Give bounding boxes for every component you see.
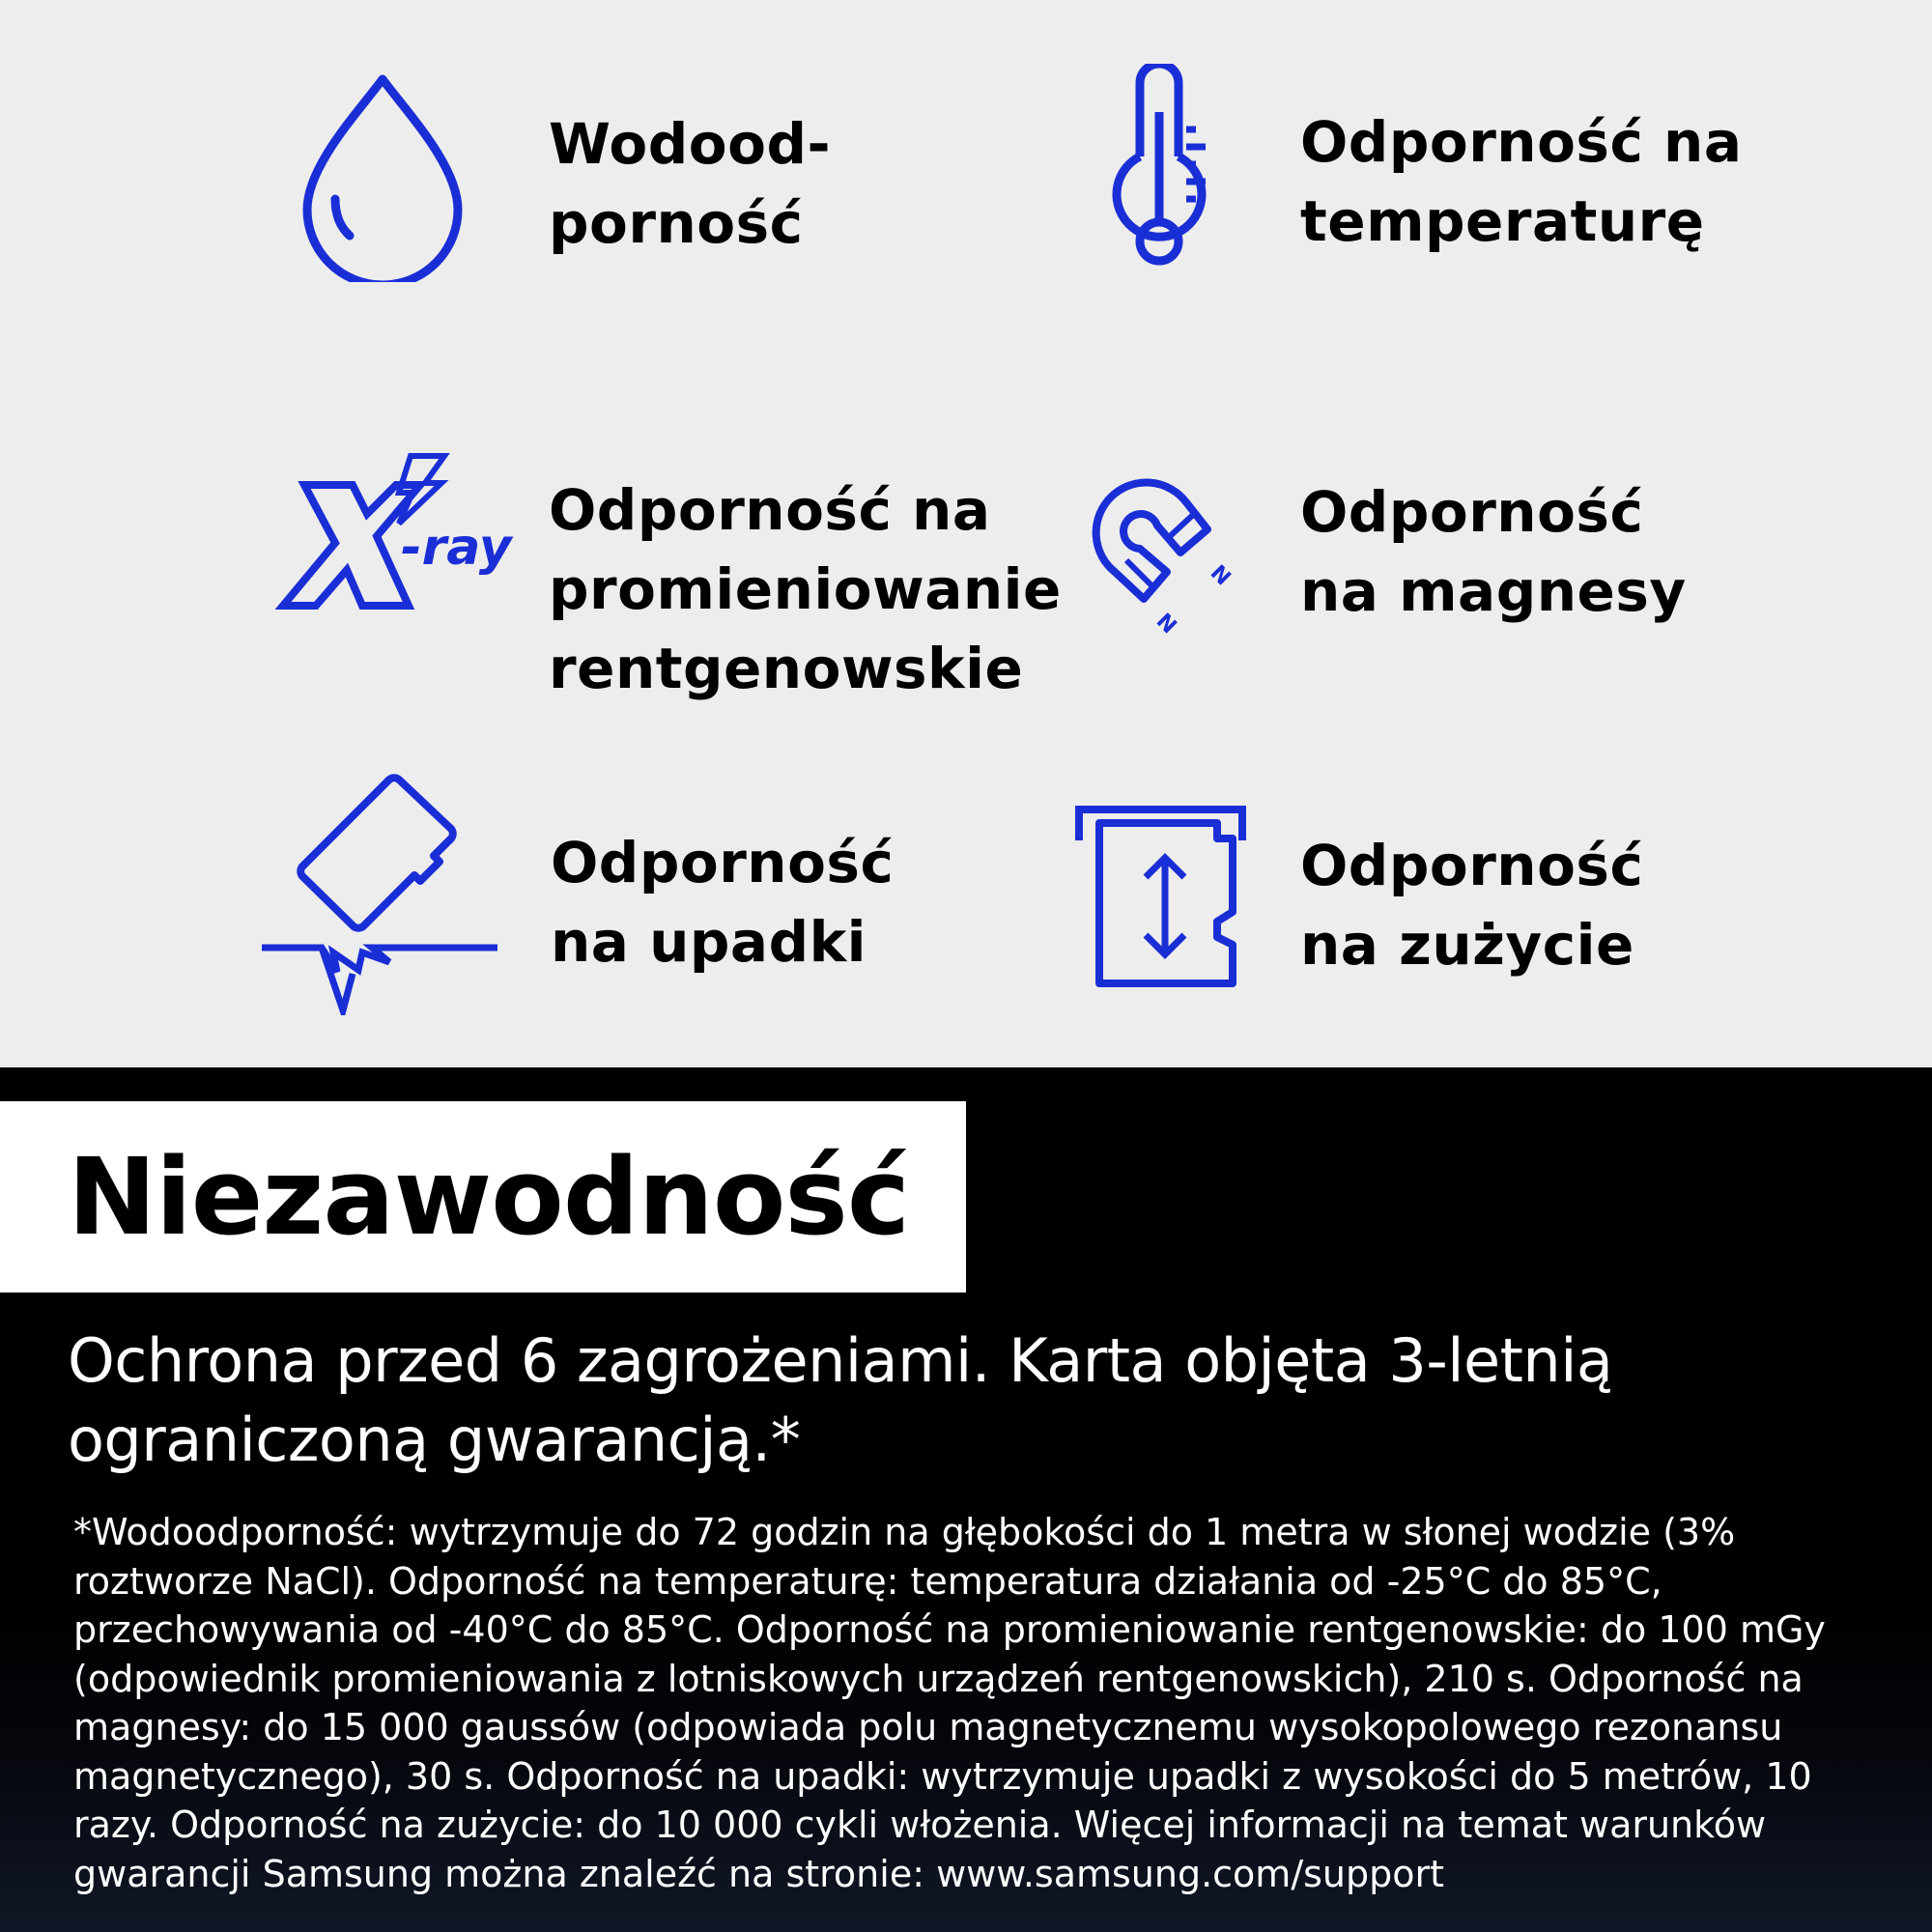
feature-line: temperaturę bbox=[1300, 188, 1705, 254]
footnote-line: (odpowiednik promieniowania z lotniskowych urządzeń rentgenowskich), 210 s. Odporność na bbox=[73, 1657, 1804, 1700]
card-insert-icon bbox=[1072, 800, 1251, 993]
footnote-line: magnesy: do 15 000 gaussów (odpowiada polu magnetycznemu wysokopolowego rezonansu bbox=[73, 1706, 1783, 1748]
feature-line: na magnesy bbox=[1300, 558, 1687, 624]
thermometer-icon bbox=[1092, 64, 1217, 286]
feature-line: Odporność na bbox=[549, 477, 991, 543]
footnote bbox=[73, 1508, 1889, 1898]
feature-line: Odporność bbox=[551, 830, 895, 895]
page-title: Niezawodność bbox=[68, 1135, 910, 1259]
feature-label-drop bbox=[551, 823, 894, 981]
feature-label-xray bbox=[549, 470, 1062, 708]
magnet-icon bbox=[1053, 446, 1246, 649]
feature-line: Odporność bbox=[1300, 479, 1644, 545]
feature-label-wear bbox=[1300, 826, 1643, 984]
subtitle-line: ograniczoną gwarancją.* bbox=[68, 1405, 801, 1475]
feature-line: Odporność bbox=[1300, 833, 1644, 898]
feature-line: Wodood- bbox=[549, 111, 832, 177]
footnote-line: *Wodoodporność: wytrzymuje do 72 godzin na głębokości do 1 metra w słonej wodzie (3% bbox=[73, 1511, 1736, 1553]
feature-line: rentgenowskie bbox=[549, 636, 1024, 701]
magnet-pole-label: N bbox=[1151, 609, 1181, 639]
footnote-line: gwarancji Samsung można znaleźć na stronie: www.samsung.com/support bbox=[73, 1852, 1445, 1895]
feature-label-magnet bbox=[1300, 472, 1687, 631]
feature-line: Odporność na bbox=[1300, 109, 1743, 175]
xray-icon-text: -ray bbox=[401, 519, 512, 577]
subtitle bbox=[68, 1321, 1884, 1480]
feature-label-water bbox=[549, 104, 831, 263]
feature-line: porność bbox=[549, 190, 804, 256]
water-drop-icon bbox=[290, 70, 483, 282]
footnote-line: przechowywania od -40°C do 85°C. Odporność na promieniowanie rentgenowskie: do 100 mGy bbox=[73, 1608, 1826, 1651]
feature-label-temperature bbox=[1300, 102, 1742, 261]
feature-line: na upadki bbox=[551, 909, 867, 975]
xray-icon bbox=[275, 446, 526, 615]
footnote-line: magnetycznego), 30 s. Odporność na upadki: wytrzymuje upadki z wysokości do 5 metrów, 10 bbox=[73, 1754, 1812, 1798]
feature-line: promieniowanie bbox=[549, 556, 1062, 622]
feature-line: na zużycie bbox=[1300, 912, 1634, 978]
card-drop-icon bbox=[256, 769, 502, 1015]
subtitle-line: Ochrona przed 6 zagrożeniami. Karta objęta 3-letnią bbox=[68, 1325, 1613, 1396]
footnote-line: razy. Odporność na zużycie: do 10 000 cykli włożenia. Więcej informacji na temat warunków bbox=[73, 1804, 1767, 1846]
title-box bbox=[0, 1101, 966, 1293]
footnote-line: roztworze NaCl). Odporność na temperaturę: temperatura działania od -25°C do 85°C, bbox=[73, 1559, 1662, 1603]
magnet-pole-label: N bbox=[1205, 560, 1236, 591]
